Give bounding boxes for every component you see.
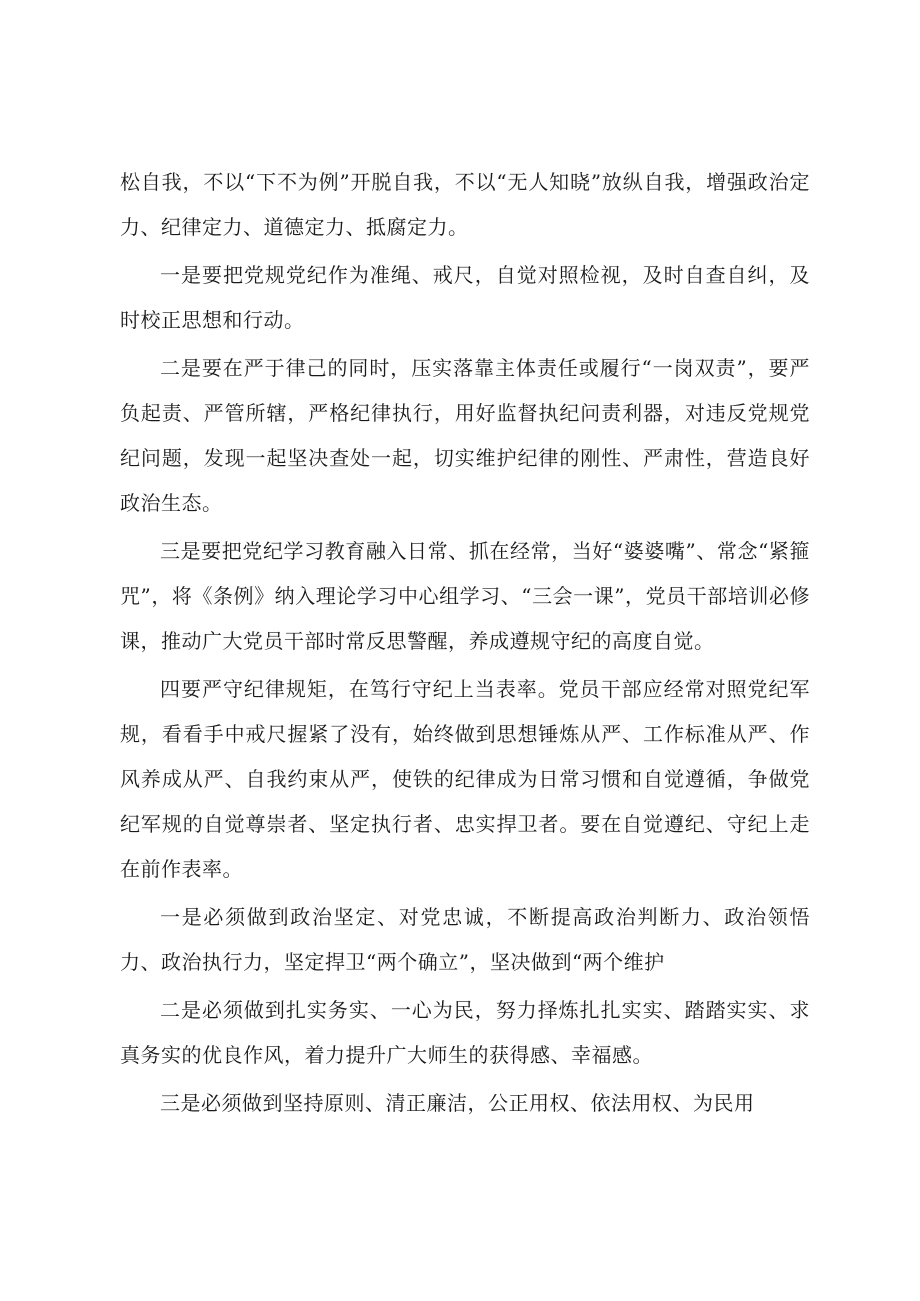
paragraph-4: 三是要把党纪学习教育融入日常、抓在经常，当好“婆婆嘴”、常念“紧箍咒”，将《条例》纳入理论学习中心组学习、“三会一课”，党员干部培训必修课，推动广大党员干部时常反思警醒，养成遵规守纪的高度自觉。 [120, 539, 810, 653]
paragraph-8: 三是必须做到坚持原则、清正廉洁，公正用权、依法用权、为民用 [160, 1091, 755, 1115]
paragraph-1: 松自我，不以“下不为例”开脱自我，不以“无人知晓”放纵自我，增强政治定力、纪律定力、道德定力、抵腐定力。 [120, 170, 810, 239]
paragraph-5: 四要严守纪律规矩，在笃行守纪上当表率。党员干部应经常对照党纪军规，看看手中戒尺握紧了没有，始终做到思想锤炼从严、工作标准从严、作风养成从严、自我约束从严，使铁的纪律成为日常习惯和自觉遵循，争做党纪军规的自觉尊崇者、坚定执行者、忠实捍卫者。要在自觉遵纪、守纪上走在前作表率。 [120, 677, 810, 881]
paragraph-7: 二是必须做到扎实务实、一心为民，努力择炼扎扎实实、踏踏实实、求真务实的优良作风，着力提升广大师生的获得感、幸福感。 [120, 998, 810, 1067]
paragraph-3: 二是要在严于律己的同时，压实落靠主体责任或履行“一岗双责”，要严负起责、严管所辖，严格纪律执行，用好监督执纪问责利器，对违反党规党纪问题，发现一起坚决查处一起，切实维护纪律的刚性、严肃性，营造良好政治生态。 [120, 356, 810, 515]
document-body [120, 160, 810, 1129]
paragraph-6: 一是必须做到政治坚定、对党忠诚，不断提高政治判断力、政治领悟力、政治执行力，坚定捍卫“两个确立”，坚决做到“两个维护 [120, 905, 810, 974]
paragraph-2: 一是要把党规党纪作为准绳、戒尺，自觉对照检视，及时自查自纠，及时校正思想和行动。 [120, 263, 810, 332]
